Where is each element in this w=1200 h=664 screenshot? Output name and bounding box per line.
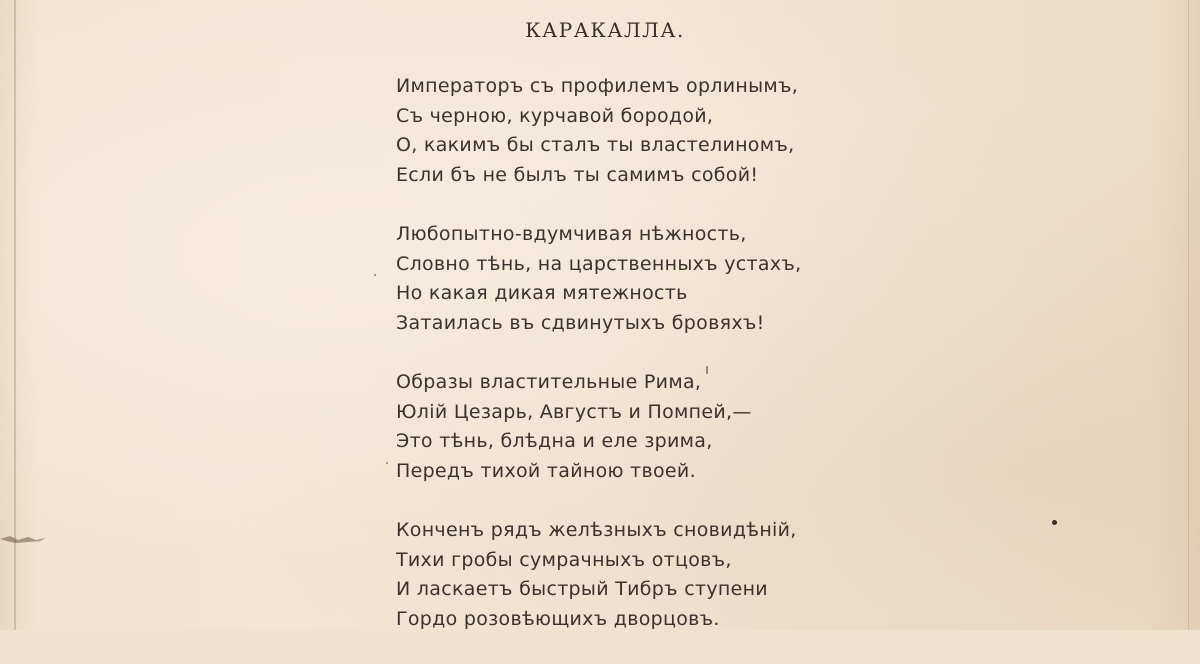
poem-line: И ласкаетъ быстрый Тибръ ступени (396, 578, 768, 600)
poem-line: Затаилась въ сдвинутыхъ бровяхъ! (396, 311, 765, 334)
poem-line: Гордо розовѣющихъ дворцовъ. (396, 607, 720, 630)
paper-tear-mark (0, 532, 46, 546)
stanza (396, 220, 916, 338)
poem-line: Конченъ рядъ желѣзныхъ сновидѣній, (396, 519, 797, 541)
stanza (396, 368, 916, 486)
poem-line: Но какая дикая мятежность (396, 282, 688, 304)
poem-line: Юлій Цезарь, Августъ и Помпей,— (396, 400, 752, 423)
paper-speck (386, 462, 388, 464)
poem-line: Словно тѣнь, на царственныхъ устахъ, (396, 252, 802, 275)
poem-line: Образы властительные Рима, (396, 371, 702, 393)
paper-speck (374, 274, 376, 276)
poem-line: Это тѣнь, блѣдна и еле зрима, (396, 430, 713, 452)
poem-line: Императоръ съ профилемъ орлинымъ, (396, 75, 799, 97)
poem-line: Передъ тихой тайною твоей. (396, 459, 696, 482)
poem-line: Съ черною, курчавой бородой, (396, 104, 714, 127)
poem-title: КАРАКАЛЛА. (525, 18, 685, 42)
poem-body (396, 72, 916, 664)
paper-speck (706, 366, 708, 374)
poem-line: Тихи гробы сумрачныхъ отцовъ, (396, 548, 732, 571)
poem-line: Любопытно-вдумчивая нѣжность, (396, 223, 747, 245)
poem-line: О, какимъ бы сталъ ты властелиномъ, (396, 134, 795, 156)
stanza (396, 72, 916, 190)
poem-line: Если бъ не былъ ты самимъ собой! (396, 163, 759, 186)
page-edge-right (1188, 0, 1189, 630)
paper-speck (1052, 520, 1057, 525)
stanza (396, 516, 916, 634)
